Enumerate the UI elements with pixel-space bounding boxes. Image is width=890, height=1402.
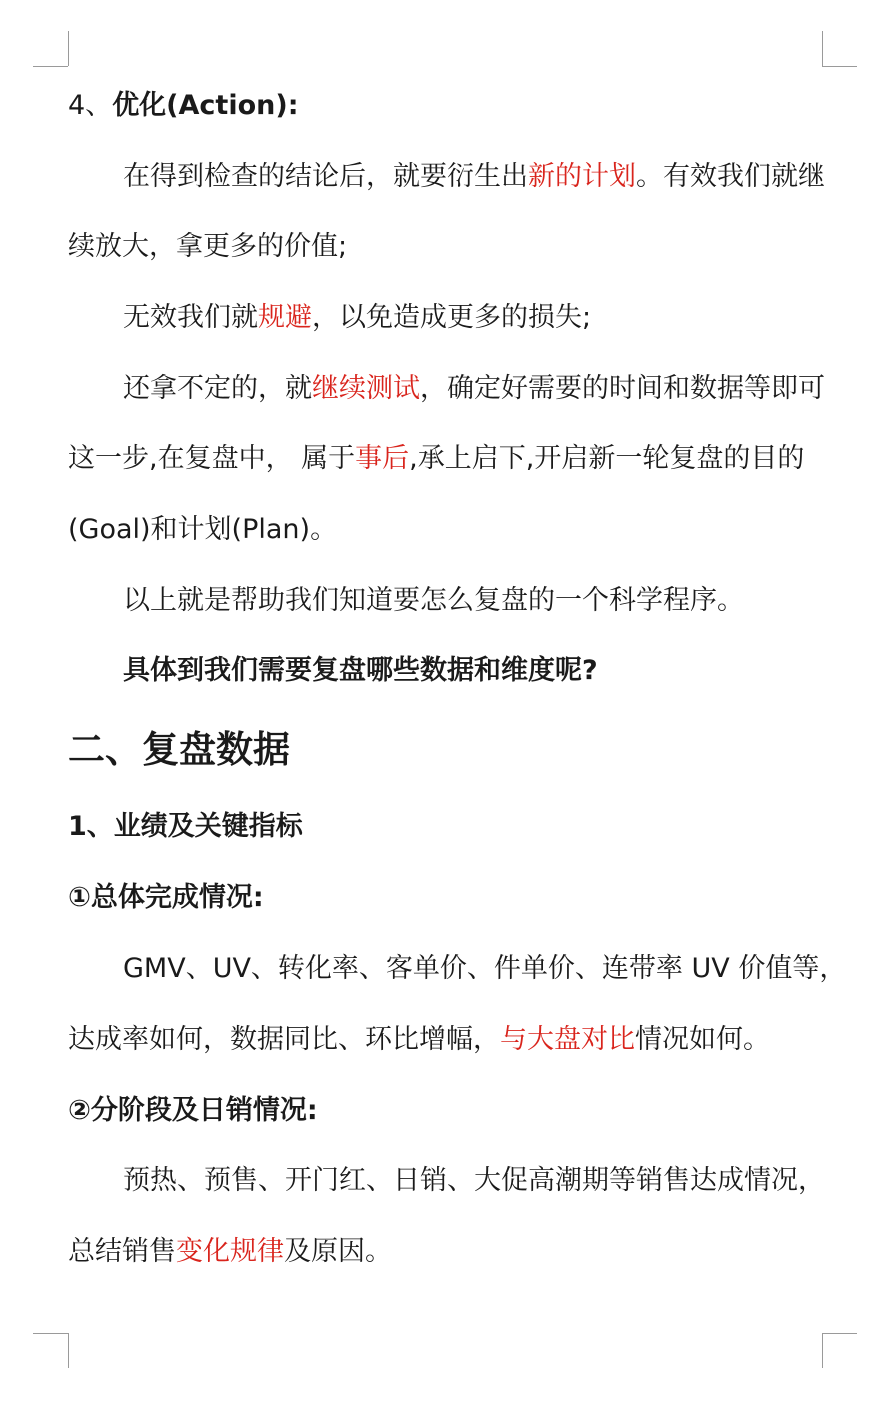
item-1-title: ①总体完成情况: bbox=[68, 882, 264, 913]
text: 在得到检查的结论后，就要衍生出 bbox=[123, 161, 528, 192]
text: 还拿不定的，就 bbox=[123, 373, 312, 404]
highlight-text: 继续测试 bbox=[312, 373, 420, 404]
paragraph-4-line-2: (Goal)和计划(Plan)。 bbox=[68, 514, 338, 545]
paragraph-1-line-1 bbox=[123, 157, 825, 197]
text: 无效我们就 bbox=[123, 302, 258, 333]
text: 情况如何。 bbox=[635, 1024, 770, 1055]
paragraph-3 bbox=[123, 369, 825, 409]
text: 。有效我们就继 bbox=[636, 161, 825, 192]
paragraph-5: 以上就是帮助我们知道要怎么复盘的一个科学程序。 bbox=[123, 585, 744, 616]
highlight-text: 事后 bbox=[355, 443, 410, 474]
action-heading bbox=[68, 86, 299, 126]
highlight-text: 与大盘对比 bbox=[500, 1024, 635, 1055]
paragraph-2 bbox=[123, 298, 591, 338]
paragraph-1-line-2: 续放大，拿更多的价值; bbox=[68, 231, 348, 262]
item-2-title: ②分阶段及日销情况: bbox=[68, 1095, 318, 1126]
text: 总结销售 bbox=[68, 1236, 176, 1267]
action-heading-title: 优化(Action): bbox=[112, 90, 299, 121]
text: ,承上启下,开启新一轮复盘的目的 bbox=[409, 443, 805, 474]
paragraph-6: 具体到我们需要复盘哪些数据和维度呢? bbox=[123, 655, 598, 686]
item-1-line-2 bbox=[68, 1020, 770, 1060]
text: 及原因。 bbox=[284, 1236, 392, 1267]
item-2-line-1: 预热、预售、开门红、日销、大促高潮期等销售达成情况， bbox=[123, 1165, 825, 1196]
text: 这一步,在复盘中， 属于 bbox=[68, 443, 356, 474]
text: ，确定好需要的时间和数据等即可 bbox=[420, 373, 825, 404]
subsection-title: 1、业绩及关键指标 bbox=[68, 811, 303, 842]
section-title: 二、复盘数据 bbox=[68, 728, 290, 771]
text: ，以免造成更多的损失; bbox=[312, 302, 592, 333]
highlight-text: 规避 bbox=[258, 302, 312, 333]
item-2-line-2 bbox=[68, 1232, 392, 1272]
highlight-text: 新的计划 bbox=[528, 161, 636, 192]
item-1-line-1: GMV、UV、转化率、客单价、件单价、连带率 UV 价值等， bbox=[123, 953, 847, 984]
paragraph-4-line-1 bbox=[68, 439, 804, 479]
text: 达成率如何，数据同比、环比增幅， bbox=[68, 1024, 500, 1055]
action-heading-number: 4、 bbox=[68, 90, 113, 121]
highlight-text: 变化规律 bbox=[176, 1236, 284, 1267]
